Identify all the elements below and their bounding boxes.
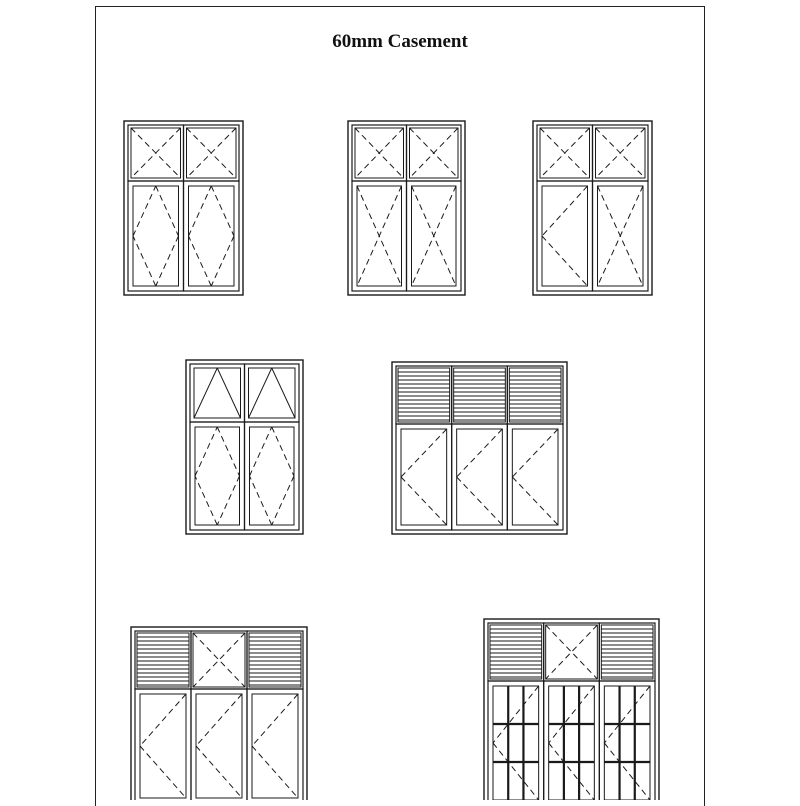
opening-mark bbox=[217, 368, 240, 418]
opening-mark bbox=[457, 429, 503, 477]
opening-mark bbox=[195, 427, 217, 476]
inner-frame bbox=[135, 631, 303, 800]
opening-mark bbox=[272, 476, 294, 525]
sash-frame bbox=[452, 424, 508, 530]
inner-frame bbox=[396, 366, 563, 530]
opening-mark bbox=[457, 477, 503, 525]
sash-frame bbox=[135, 689, 191, 800]
opening-mark bbox=[250, 476, 272, 525]
glass-outline bbox=[194, 368, 241, 418]
sash-frame bbox=[245, 364, 300, 422]
opening-mark bbox=[493, 743, 539, 800]
opening-mark bbox=[249, 368, 272, 418]
glass-outline bbox=[512, 429, 558, 525]
glass-outline bbox=[252, 694, 298, 798]
sash-frame bbox=[245, 422, 300, 530]
sash-frame bbox=[544, 681, 600, 800]
opening-mark bbox=[156, 236, 179, 286]
glass-outline bbox=[195, 427, 240, 525]
opening-mark bbox=[194, 368, 217, 418]
opening-mark bbox=[211, 186, 234, 236]
sash-frame bbox=[507, 424, 563, 530]
opening-mark bbox=[512, 429, 558, 477]
opening-mark bbox=[542, 236, 588, 286]
glass-outline bbox=[457, 429, 503, 525]
opening-mark bbox=[196, 746, 242, 798]
opening-mark bbox=[252, 694, 298, 746]
window-elevation-3 bbox=[533, 121, 652, 295]
opening-mark bbox=[196, 694, 242, 746]
opening-mark bbox=[195, 476, 217, 525]
sash-frame bbox=[135, 631, 191, 689]
sash-frame bbox=[396, 424, 452, 530]
opening-mark bbox=[133, 186, 156, 236]
glass-outline bbox=[196, 694, 242, 798]
sash-frame bbox=[184, 181, 240, 291]
opening-mark bbox=[252, 746, 298, 798]
outer-frame bbox=[484, 619, 659, 800]
opening-mark bbox=[140, 746, 186, 798]
opening-mark bbox=[272, 368, 295, 418]
opening-mark bbox=[217, 476, 239, 525]
sash-frame bbox=[599, 681, 655, 800]
sash-frame bbox=[599, 623, 655, 681]
opening-mark bbox=[604, 686, 650, 743]
sash-frame bbox=[452, 366, 508, 424]
page-title: 60mm Casement bbox=[332, 31, 468, 52]
sash-frame bbox=[537, 181, 593, 291]
glass-outline bbox=[133, 186, 179, 286]
opening-mark bbox=[401, 477, 447, 525]
window-elevation-5 bbox=[392, 362, 567, 534]
opening-mark bbox=[549, 743, 595, 800]
glass-outline bbox=[249, 368, 296, 418]
opening-mark bbox=[189, 236, 212, 286]
opening-mark bbox=[217, 427, 239, 476]
window-elevation-2 bbox=[348, 121, 465, 295]
sash-frame bbox=[191, 689, 247, 800]
opening-mark bbox=[189, 186, 212, 236]
opening-mark bbox=[133, 236, 156, 286]
sash-frame bbox=[396, 366, 452, 424]
glass-outline bbox=[189, 186, 235, 286]
glass-outline bbox=[549, 686, 595, 800]
opening-mark bbox=[549, 686, 595, 743]
sash-frame bbox=[247, 631, 303, 689]
sash-frame bbox=[247, 689, 303, 800]
opening-mark bbox=[250, 427, 272, 476]
opening-mark bbox=[401, 429, 447, 477]
opening-mark bbox=[512, 477, 558, 525]
window-elevation-1 bbox=[124, 121, 243, 295]
sash-frame bbox=[488, 681, 544, 800]
opening-mark bbox=[211, 236, 234, 286]
sash-frame bbox=[507, 366, 563, 424]
window-elevation-6 bbox=[131, 627, 307, 800]
opening-mark bbox=[272, 427, 294, 476]
sash-frame bbox=[190, 422, 245, 530]
opening-mark bbox=[493, 686, 539, 743]
window-elevation-7 bbox=[484, 619, 659, 800]
sash-frame bbox=[128, 181, 184, 291]
opening-mark bbox=[140, 694, 186, 746]
glass-outline bbox=[250, 427, 295, 525]
sash-frame bbox=[190, 364, 245, 422]
glass-outline bbox=[401, 429, 447, 525]
opening-mark bbox=[542, 186, 588, 236]
glass-outline bbox=[493, 686, 539, 800]
opening-mark bbox=[156, 186, 179, 236]
glass-outline bbox=[542, 186, 588, 286]
glass-outline bbox=[140, 694, 186, 798]
sash-frame bbox=[488, 623, 544, 681]
opening-mark bbox=[604, 743, 650, 800]
glass-outline bbox=[604, 686, 650, 800]
window-elevation-4 bbox=[186, 360, 303, 534]
